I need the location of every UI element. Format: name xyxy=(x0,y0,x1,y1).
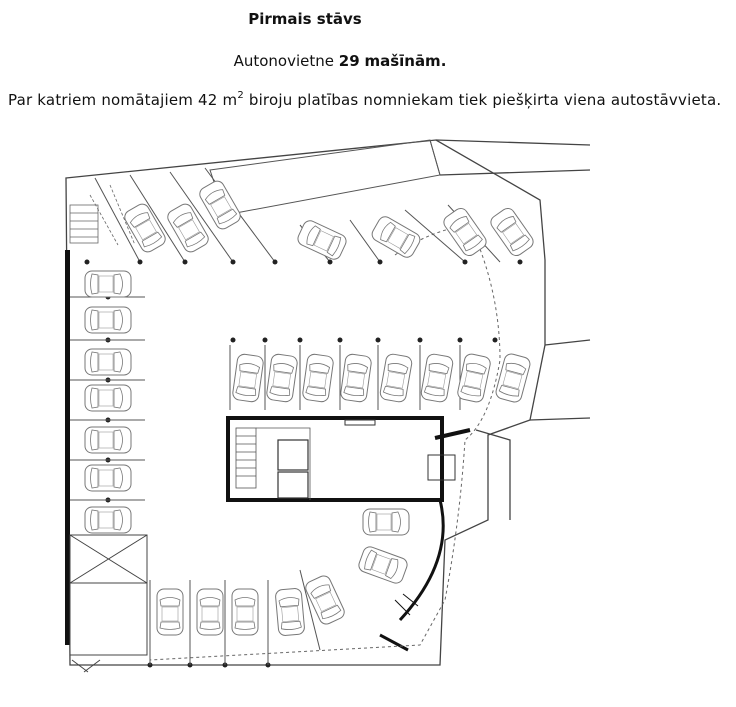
core-block xyxy=(228,418,470,500)
stair-lower-left xyxy=(70,535,147,672)
note-suffix: biroju platības nomniekam tiek piešķirta viena autostāvvieta. xyxy=(248,91,722,109)
left-wall xyxy=(65,250,70,645)
capacity-count: 29 xyxy=(338,52,360,70)
note-exponent: 2 xyxy=(237,90,244,101)
capacity-prefix: Autonovietne xyxy=(233,52,334,70)
page-title: Pirmais stāvs xyxy=(248,10,362,28)
capacity-suffix: mašīnām. xyxy=(364,52,447,70)
parking-cars xyxy=(85,179,536,636)
note-prefix: Par katriem nomātajiem 42 m xyxy=(8,91,238,109)
